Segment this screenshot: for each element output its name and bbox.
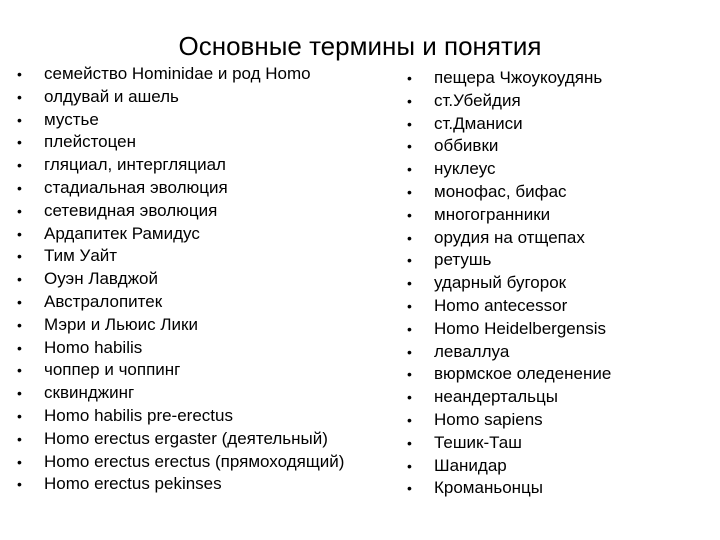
list-item	[407, 204, 611, 227]
bullet-icon: •	[407, 206, 412, 223]
bullet-icon: •	[407, 70, 412, 86]
list-item	[17, 268, 344, 291]
list-item-text: Homo sapiens	[434, 409, 543, 429]
list-item	[407, 432, 611, 455]
list-item-text: Homo habilis pre-erectus	[44, 405, 233, 425]
list-item-text: Кроманьонцы	[434, 478, 543, 498]
bullet-icon: •	[17, 430, 22, 447]
bullet-icon: •	[17, 134, 22, 151]
bullet-icon: •	[17, 225, 22, 242]
bullet-icon: •	[17, 202, 22, 219]
bullet-icon: •	[17, 271, 22, 288]
bullet-icon: •	[17, 179, 22, 196]
list-item	[17, 177, 344, 200]
list-item-text: монофас, бифас	[434, 181, 567, 201]
bullet-icon: •	[407, 320, 412, 337]
bullet-icon: •	[407, 183, 412, 200]
list-item-text: нуклеус	[434, 159, 496, 179]
list-item	[407, 477, 611, 500]
list-item-text: гляциал, интергляциал	[44, 155, 226, 175]
list-item	[17, 473, 344, 496]
list-item-text: сквинджинг	[44, 383, 135, 403]
left-term-list	[17, 63, 345, 496]
bullet-icon: •	[17, 476, 22, 493]
list-item	[407, 113, 611, 136]
list-item-text: Homo habilis	[44, 337, 143, 357]
right-term-list	[407, 67, 612, 500]
bullet-icon: •	[407, 480, 412, 497]
slide-title-text: Основные термины и понятия	[178, 31, 542, 61]
list-item	[17, 223, 344, 246]
bullet-icon: •	[407, 161, 412, 178]
list-item-text: Австралопитек	[44, 291, 163, 311]
list-item-text: мустье	[44, 109, 99, 129]
bullet-icon: •	[407, 115, 412, 132]
bullet-icon: •	[407, 411, 412, 428]
list-item-text: неандертальцы	[434, 387, 558, 407]
list-item-text: чоппер и чоппинг	[44, 360, 181, 380]
list-item-text: Homo antecessor	[434, 295, 568, 315]
bullet-icon: •	[17, 362, 22, 379]
list-item-text: многогранники	[434, 204, 551, 224]
bullet-icon: •	[407, 252, 412, 269]
list-item	[407, 90, 611, 113]
list-item-text: сетевидная эволюция	[44, 200, 218, 220]
list-item-text: ударный бугорок	[434, 273, 567, 293]
list-item-text: оббивки	[434, 136, 499, 156]
list-item-text: ретушь	[434, 250, 492, 270]
list-item	[407, 341, 611, 364]
list-item	[407, 158, 611, 181]
list-item-text: Homo erectus pekinses	[44, 474, 222, 494]
list-item	[17, 245, 344, 268]
list-item	[17, 337, 344, 360]
list-item-text: стадиальная эволюция	[44, 177, 228, 197]
list-item-text: Тим Уайт	[44, 246, 118, 266]
bullet-icon: •	[17, 339, 22, 356]
list-item-text: вюрмское оледенение	[434, 364, 612, 384]
list-item	[17, 131, 344, 154]
bullet-icon: •	[407, 434, 412, 451]
list-item	[17, 200, 344, 223]
list-item-text: леваллуа	[434, 341, 510, 361]
bullet-icon: •	[17, 157, 22, 174]
list-item	[17, 86, 344, 109]
bullet-icon: •	[407, 366, 412, 383]
list-item	[17, 314, 344, 337]
bullet-icon: •	[17, 66, 22, 82]
list-item-text: орудия на отщепах	[434, 227, 585, 247]
bullet-icon: •	[17, 385, 22, 402]
bullet-icon: •	[407, 92, 412, 109]
list-item-text: Мэри и Льюис Лики	[44, 314, 198, 334]
list-item	[17, 291, 344, 314]
list-item-text: Ардапитек Рамидус	[44, 223, 200, 243]
list-item-text: ст.Дманиси	[434, 113, 523, 133]
list-item-text: семейство Hominidae и род Homo	[44, 64, 311, 83]
list-item	[407, 386, 611, 409]
bullet-icon: •	[17, 407, 22, 424]
bullet-icon: •	[17, 248, 22, 265]
list-item-text: ст.Убейдия	[434, 90, 521, 110]
list-item-text: плейстоцен	[44, 132, 137, 152]
list-item-text: Шанидар	[434, 455, 507, 475]
list-item-text: Homo Heidelbergensis	[434, 318, 606, 338]
list-item	[407, 135, 611, 158]
bullet-icon: •	[407, 275, 412, 292]
slide-title	[0, 30, 720, 62]
list-item-text: олдувай и ашель	[44, 86, 179, 106]
list-item-text: Оуэн Лавджой	[44, 269, 159, 289]
bullet-icon: •	[407, 457, 412, 474]
list-item	[407, 295, 611, 318]
bullet-icon: •	[17, 316, 22, 333]
list-item	[17, 109, 344, 132]
list-item	[407, 409, 611, 432]
bullet-icon: •	[407, 343, 412, 360]
list-item-text: Homo erectus erectus (прямоходящий)	[44, 451, 345, 471]
bullet-icon: •	[407, 229, 412, 246]
list-item	[407, 67, 611, 90]
bullet-icon: •	[407, 389, 412, 406]
list-item-text: пещера Чжоукоудянь	[434, 68, 603, 87]
bullet-icon: •	[407, 138, 412, 155]
list-item	[17, 451, 345, 474]
list-item	[407, 318, 611, 341]
list-item	[17, 428, 344, 451]
list-item	[17, 405, 344, 428]
list-item	[407, 363, 612, 386]
bullet-icon: •	[17, 293, 22, 310]
list-item-text: Тешик-Таш	[434, 432, 522, 452]
list-item	[407, 227, 611, 250]
list-item-text: Homo erectus ergaster (деятельный)	[44, 428, 328, 448]
list-item	[17, 63, 344, 86]
list-item	[17, 359, 344, 382]
list-item	[407, 272, 611, 295]
bullet-icon: •	[407, 297, 412, 314]
bullet-icon: •	[17, 111, 22, 128]
list-item	[407, 181, 611, 204]
list-item	[17, 154, 344, 177]
bullet-icon: •	[17, 88, 22, 105]
list-item	[407, 455, 611, 478]
list-item	[17, 382, 344, 405]
bullet-icon: •	[17, 453, 22, 470]
list-item	[407, 249, 611, 272]
